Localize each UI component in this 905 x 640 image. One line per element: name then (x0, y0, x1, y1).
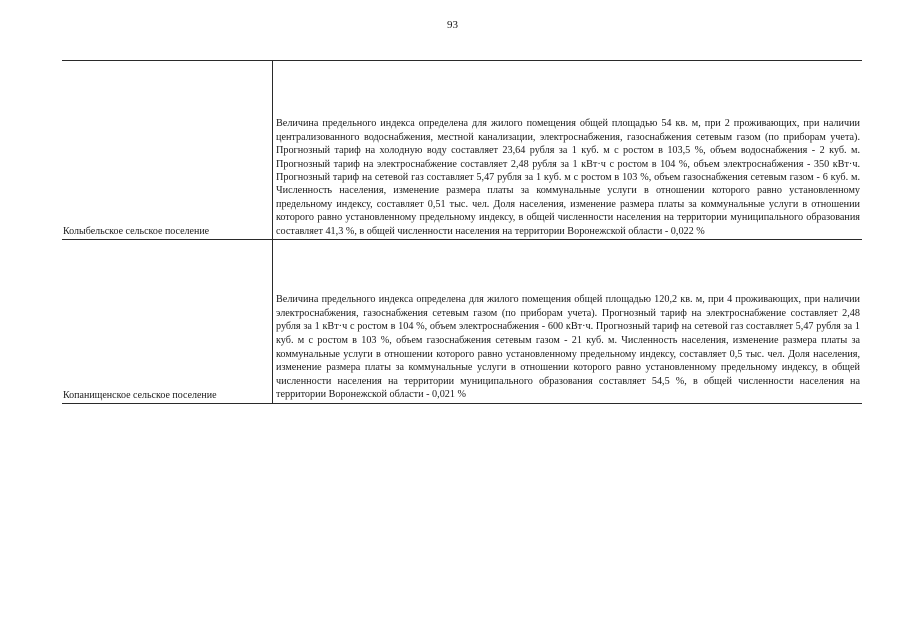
index-description-cell (272, 61, 862, 239)
tariff-index-table (62, 60, 862, 404)
table-row (62, 61, 862, 240)
index-description-cell (272, 240, 862, 403)
index-description: Величина предельного индекса определена для жилого помещения общей площадью 120,2 кв. м, при 4 проживающих, при наличии электроснабжения, газоснабжения сетевым газом (по приборам учета). Прогнозный тариф на электроснабжение составляет 2,48 рубля за 1 кВт·ч с ростом в 104 %, объем электроснабжения - 600 кВт·ч. Прогнозный тариф на сетевой газ составляет 5,47 рубля за 1 куб. м с ростом в 103 %, объем газоснабжения сетевым газом - 21 куб. м. Численность населения, изменение размера платы за коммунальные услуги в отношении которого равно установленному предельному индексу, составляет 0,5 тыс. чел. Доля населения, изменение размера платы за коммунальные услуги в отношении которого равно установленному предельному индексу, в общей численности населения на территории муниципального образования составляет 54,5 %, в общей численности населения на территории Воронежской области - 0,021 % (276, 294, 860, 401)
table-row (62, 240, 862, 404)
page-number: 93 (447, 19, 458, 31)
index-description: Величина предельного индекса определена для жилого помещения общей площадью 54 кв. м, при 2 проживающих, при наличии централизованного водоснабжения, местной канализации, электроснабжения, газоснабжения сетевым газом (по приборам учета). Прогнозный тариф на холодную воду составляет 23,64 рубля за 1 куб. м с ростом в 103,5 %, объем водоснабжения - 2 куб. м. Прогнозный тариф на электроснабжение составляет 2,48 рубля за 1 кВт·ч с ростом в 104 %, объем электроснабжения - 350 кВт·ч. Прогнозный тариф на сетевой газ составляет 5,47 рубля за 1 куб. м с ростом в 103 %, объем газоснабжения сетевым газом - 6 куб. м. Численность населения, изменение размера платы за коммунальные услуги в отношении которого равно установленному предельному индексу, составляет 0,51 тыс. чел. Доля населения, изменение размера платы за коммунальные услуги в отношении которого равно установленному предельному индексу, в общей численности населения на территории муниципального образования составляет 41,3 %, в общей численности населения на территории Воронежской области - 0,022 % (276, 118, 860, 237)
settlement-name: Копанищенское сельское поселение (63, 390, 217, 401)
settlement-name: Колыбельское сельское поселение (63, 226, 210, 237)
